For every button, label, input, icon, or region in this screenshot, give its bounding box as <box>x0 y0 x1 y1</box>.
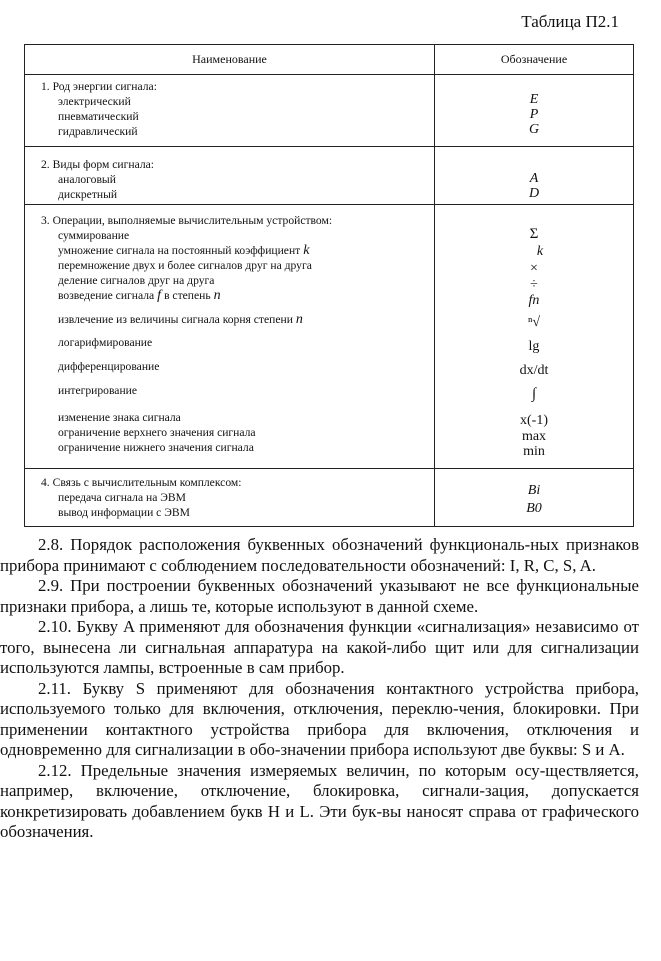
section-item: логарифмирование <box>58 336 153 349</box>
symbol: A <box>529 171 539 186</box>
section-item: гидравлический <box>58 125 138 138</box>
section-item: извлечение из величины сигнала корня степени n <box>58 312 303 327</box>
table-section-1 <box>25 75 633 147</box>
section-item: передача сигнала на ЭВМ <box>58 491 186 504</box>
symbol: lg <box>528 339 540 354</box>
body-text <box>0 535 661 843</box>
section-item: ограничение нижнего значения сигнала <box>58 441 254 454</box>
symbol: P <box>529 107 539 122</box>
section-item: ограничение верхнего значения сигнала <box>58 426 256 439</box>
table-caption: Таблица П2.1 <box>521 12 619 31</box>
section-item: деление сигналов друг на друга <box>58 274 215 287</box>
paragraph: 2.12. Предельные значения измеряемых величин, по которым осу-ществляется, например, включение, отключение, блокировка, сигнали-зация, допускается конкретизировать добавлением букв H и L. Эти бук-вы наносят справа от графического обозначения. <box>0 760 639 841</box>
symbol: Bi <box>527 483 541 498</box>
integral-symbol: ∫ <box>531 386 537 402</box>
symbol: dx/dt <box>519 363 549 378</box>
paragraph: 2.10. Букву A применяют для обозначения функции «сигнализация» независимо от того, вынесена ли сигнальная аппаратура на какой-либо щит или для сигнализации используются лампы, встроенные в сам прибор. <box>0 617 639 677</box>
symbol: B0 <box>526 501 542 516</box>
section-item: перемножение двух и более сигналов друг на друга <box>58 259 312 272</box>
header-symbol: Обозначение <box>500 52 568 66</box>
table-header-row <box>25 45 633 75</box>
symbol: ÷ <box>530 277 538 292</box>
section-item: умножение сигнала на постоянный коэффициент k <box>58 243 310 258</box>
section-title: 2. Виды форм сигнала: <box>41 158 154 171</box>
symbol: max <box>521 429 547 444</box>
table-section-4 <box>25 469 633 526</box>
symbol: k <box>536 244 544 259</box>
symbol: fn <box>528 293 540 308</box>
section-item: электрический <box>58 95 131 108</box>
section-item: изменение знака сигнала <box>58 411 181 424</box>
paragraph: 2.11. Букву S применяют для обозначения контактного устройства прибора, используемого только для включения, отключения, переклю-чения, блокировки. При применении контактного устройства прибора для включения, отключения и одновременно для сигнализации в обо-значении прибора используют две буквы: S и A. <box>0 678 639 759</box>
section-item: интегрирование <box>58 384 137 397</box>
sum-symbol: Σ <box>529 226 539 242</box>
table-section-2 <box>25 147 633 205</box>
symbol: x(-1) <box>520 413 548 428</box>
section-item: вывод информации с ЭВМ <box>58 506 190 519</box>
symbol: G <box>528 122 540 137</box>
section-item: аналоговый <box>58 173 116 186</box>
section-item: дифференцирование <box>58 360 160 373</box>
root-symbol: ⁿ√ <box>527 315 541 330</box>
paragraph: 2.8. Порядок расположения буквенных обозначений функциональ-ных признаков прибора принимают с соблюдением последовательности обозначений: I, R, C, S, A. <box>0 535 639 575</box>
section-title: 3. Операции, выполняемые вычислительным устройством: <box>41 214 333 227</box>
section-item: пневматический <box>58 110 139 123</box>
section-item: суммирование <box>58 229 130 242</box>
symbol: E <box>529 92 539 107</box>
symbol: D <box>528 186 540 201</box>
symbol: min <box>523 444 545 459</box>
section-item: возведение сигнала f в степень n <box>58 288 221 303</box>
designations-table <box>24 44 634 527</box>
section-item: дискретный <box>58 188 118 201</box>
paragraph: 2.9. При построении буквенных обозначений указывают не все функциональные признаки прибора, а лишь те, которые используют в данной схеме. <box>0 576 639 616</box>
section-title: 1. Род энергии сигнала: <box>41 80 157 93</box>
section-title: 4. Связь с вычислительным комплексом: <box>41 476 242 489</box>
symbol: × <box>530 261 538 276</box>
table-section-3 <box>25 205 633 469</box>
header-name: Наименование <box>25 45 435 74</box>
